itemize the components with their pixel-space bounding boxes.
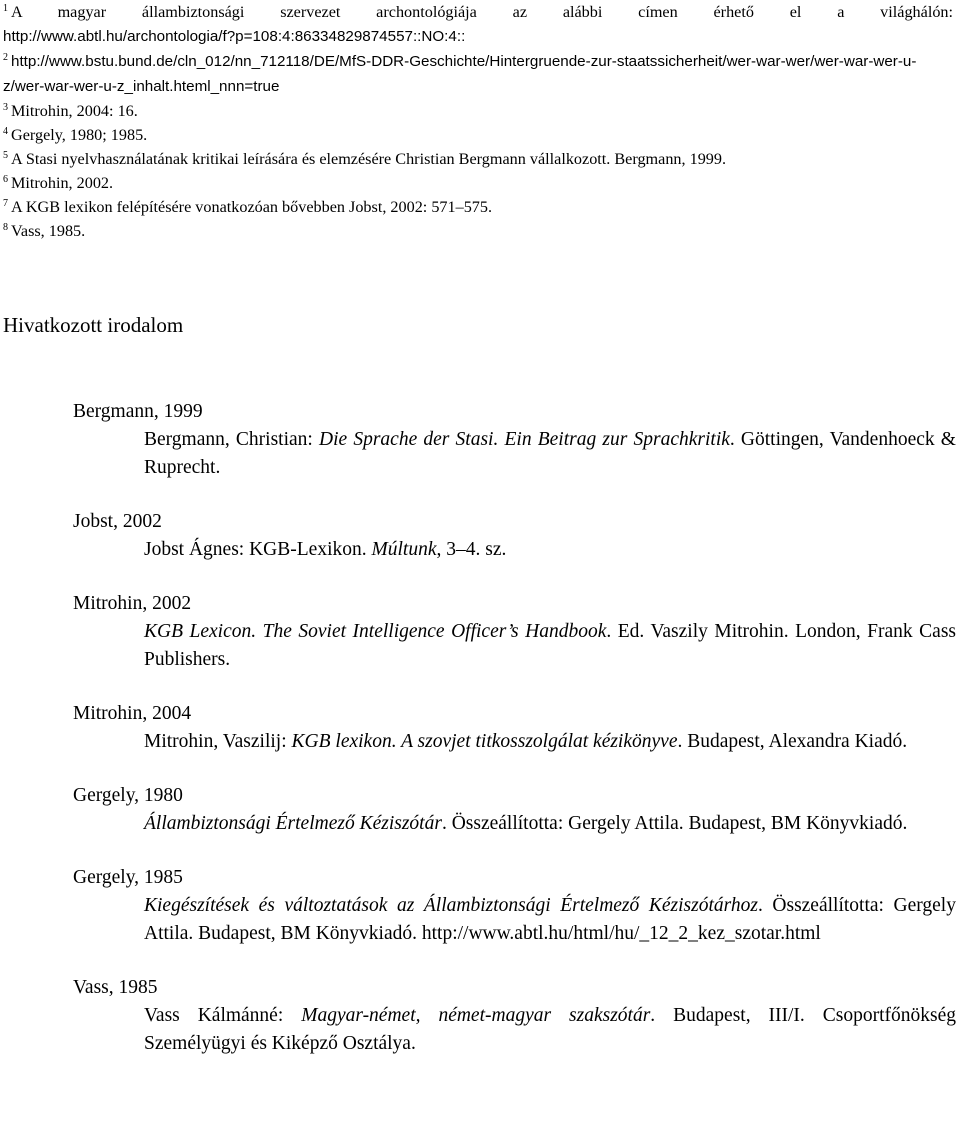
reference-citation [144,892,956,948]
reference-citation [144,728,956,756]
reference-entry [73,700,956,756]
footnote-url-link[interactable]: http://www.abtl.hu/archontologia/f?p=108:4:86334829874557::NO:4:: [3,28,466,45]
footnote-number: 1 [3,3,8,14]
footnote-7 [3,195,953,219]
citation-text: . Összeállította: Gergely Attila. Budapest, BM Könyvkiadó. http://www.abtl.hu/html/hu/_12_2_kez_szotar.html [144,895,956,944]
citation-text: Jobst Ágnes: KGB-Lexikon. [144,539,372,560]
footnote-number: 7 [3,198,8,209]
footnote-5 [3,147,953,171]
reference-entry [73,974,956,1058]
citation-text: , 3–4. sz. [436,539,507,560]
footnote-2 [3,49,953,99]
reference-key: Jobst, 2002 [73,511,162,532]
footnote-4 [3,123,953,147]
footnote-text: A Stasi nyelvhasználatának kritikai leírására és elemzésére Christian Bergmann vállalkozott. Bergmann, 1999. [11,150,727,168]
footnote-number: 6 [3,174,8,185]
reference-citation [144,810,956,838]
footnote-1 [3,0,953,24]
reference-citation [144,536,956,564]
citation-text: . Összeállította: Gergely Attila. Budapest, BM Könyvkiadó. [441,813,908,834]
citation-text: . Budapest, III/I. Csoportfőnökség Személyügyi és Kiképző Osztálya. [144,1005,956,1054]
reference-citation [144,1002,956,1058]
citation-text: Bergmann, Christian: [144,429,319,450]
reference-key: Bergmann, 1999 [73,401,203,422]
reference-key: Gergely, 1985 [73,867,183,888]
citation-title: Állambiztonsági Értelmező Kéziszótár [144,813,442,834]
footnote-number: 5 [3,150,8,161]
citation-title: Múltunk [371,539,437,560]
citation-title: KGB Lexicon. The Soviet Intelligence Officer’s Handbook [144,621,607,642]
section-title: Hivatkozott irodalom [3,313,184,337]
citation-text: Mitrohin, Vaszilij: [144,731,292,752]
reference-entry [73,864,956,948]
footnote-number: 8 [3,222,8,233]
footnote-text: Mitrohin, 2002. [11,174,114,192]
citation-text: . Ed. Vaszily Mitrohin. London, Frank Cass Publishers. [144,621,956,670]
citation-title: Die Sprache der Stasi. Ein Beitrag zur Sprachkritik [319,429,730,450]
reference-entry [73,590,956,674]
footnote-text: Gergely, 1980; 1985. [11,126,148,144]
footnote-6 [3,171,953,195]
footnote-1-url [3,24,953,49]
footnote-3 [3,99,953,123]
footnote-number: 4 [3,126,8,137]
reference-key: Mitrohin, 2002 [73,593,192,614]
footnote-8 [3,219,953,243]
citation-text: . Göttingen, Vandenhoeck & Ruprecht. [144,429,956,478]
reference-entry [73,508,956,564]
reference-key: Mitrohin, 2004 [73,703,192,724]
reference-citation [144,426,956,482]
footnote-text: A magyar állambiztonsági szervezet archontológiája az alábbi címen érhető el a világhálón: [11,3,953,21]
citation-title: KGB lexikon. A szovjet titkosszolgálat kézikönyve [291,731,678,752]
footnote-text: Mitrohin, 2004: 16. [11,102,138,120]
citation-title: Magyar-német, német-magyar szakszótár [301,1005,651,1026]
reference-entry [73,398,956,482]
footnote-text: A KGB lexikon felépítésére vonatkozóan bővebben Jobst, 2002: 571–575. [11,198,493,216]
footnote-number: 2 [3,52,8,63]
citation-title: Kiegészítések és változtatások az Állambiztonsági Értelmező Kéziszótárhoz [144,895,758,916]
citation-text: Vass Kálmánné: [144,1005,302,1026]
reference-citation [144,618,956,674]
footnote-number: 3 [3,102,8,113]
reference-list [73,398,956,1084]
reference-key: Vass, 1985 [73,977,158,998]
reference-entry [73,782,956,838]
citation-text: . Budapest, Alexandra Kiadó. [677,731,908,752]
footnotes [3,0,953,243]
reference-key: Gergely, 1980 [73,785,183,806]
footnote-text: Vass, 1985. [11,222,86,240]
footnote-url-link[interactable]: http://www.bstu.bund.de/cln_012/nn_712118/DE/MfS-DDR-Geschichte/Hintergruende-zur-staatssicherheit/wer-war-wer/wer-war-wer-u-z/wer-war-wer-u-z_inhalt.hteml_nnn=true [3,53,917,95]
